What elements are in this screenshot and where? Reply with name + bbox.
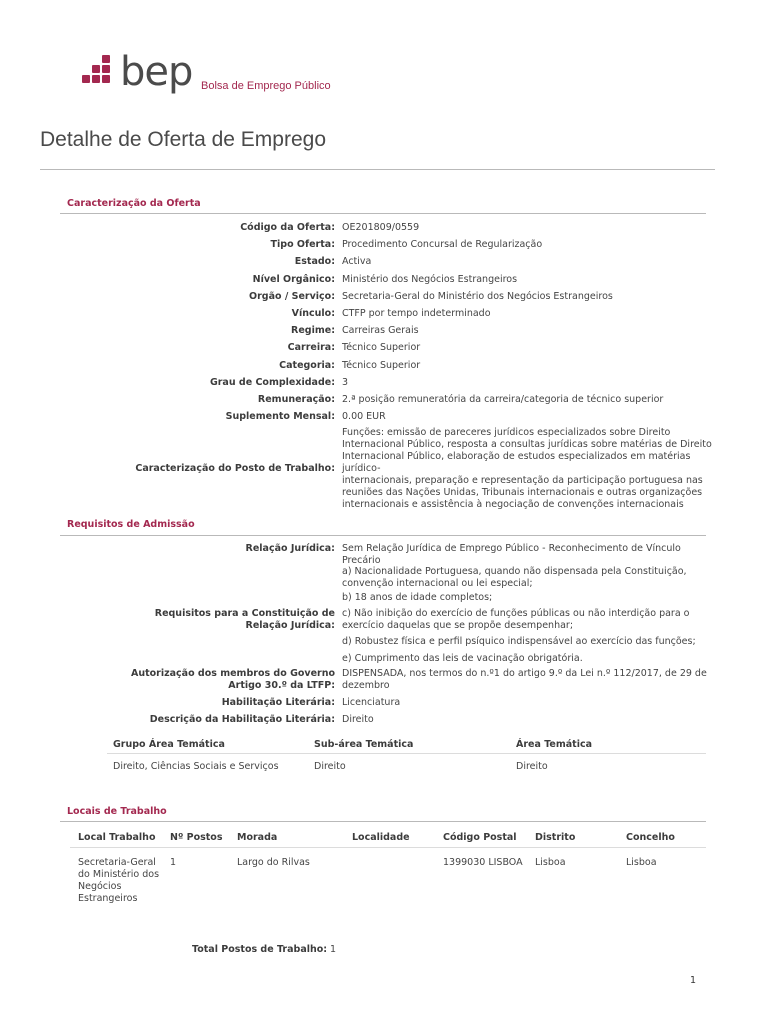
field-value: Activa — [342, 256, 372, 267]
total-postos-label: Total Postos de Trabalho: — [192, 944, 328, 955]
field-value: 0.00 EUR — [342, 411, 386, 422]
area-cell-grupo: Direito, Ciências Sociais e Serviços — [113, 761, 279, 772]
field-label: Vínculo: — [291, 308, 335, 319]
posto-value — [342, 427, 720, 511]
posto-line: reuniões das Nações Unidas, Tribunais internacionais e outras organizações — [342, 487, 703, 498]
section-caracterizacao-divider — [60, 213, 706, 214]
area-cell-subarea: Direito — [314, 761, 346, 772]
locais-header-morada: Morada — [237, 832, 278, 843]
field-value: Técnico Superior — [342, 342, 421, 353]
logo-word: bep — [120, 49, 193, 95]
section-locais-heading: Locais de Trabalho — [67, 806, 167, 817]
descricao-label: Descrição da Habilitação Literária: — [149, 714, 335, 725]
field-value: Secretaria-Geral do Ministério dos Negócios Estrangeiros — [342, 291, 613, 302]
field-value: 2.ª posição remuneratória da carreira/categoria de técnico superior — [342, 394, 664, 405]
locais-header-postos: Nº Postos — [170, 832, 223, 843]
local-line: Secretaria-Geral — [78, 857, 156, 868]
page-title: Detalhe de Oferta de Emprego — [40, 128, 327, 151]
locais-cell-local — [78, 857, 159, 905]
field-value: Ministério dos Negócios Estrangeiros — [342, 274, 518, 285]
constituicao-label — [5, 608, 335, 632]
requisito-line: convenção internacional ou lei especial; — [342, 578, 533, 589]
field-value: Procedimento Concursal de Regularização — [342, 239, 543, 250]
locais-header-concelho: Concelho — [626, 832, 675, 843]
logo-square-6 — [102, 75, 110, 83]
page-number: 1 — [690, 975, 697, 986]
area-cell-area: Direito — [516, 761, 548, 772]
logo-square-3 — [102, 65, 110, 73]
total-postos-value: 1 — [330, 944, 337, 955]
locais-cell-distrito: Lisboa — [535, 857, 566, 868]
locais-cell-postos: 1 — [170, 857, 177, 868]
requisito-line: exercício daquelas que se propõe desempenhar; — [342, 620, 574, 631]
field-label: Estado: — [294, 256, 335, 267]
requisito-line: a) Nacionalidade Portuguesa, quando não dispensada pela Constituição, — [342, 566, 687, 577]
locais-header-divider — [70, 847, 706, 848]
field-value: OE201809/0559 — [342, 222, 420, 233]
locais-header-local: Local Trabalho — [78, 832, 156, 843]
logo-square-1 — [102, 55, 110, 63]
autorizacao-label — [5, 668, 335, 692]
constituicao-label-line: Requisitos para a Constituição de — [154, 608, 335, 619]
logo-square-2 — [92, 65, 100, 73]
bep-logo — [82, 49, 342, 103]
logo-square-4 — [82, 75, 90, 83]
field-label: Remuneração: — [257, 394, 335, 405]
section-requisitos-divider — [60, 535, 706, 536]
requisito-e: e) Cumprimento das leis de vacinação obrigatória. — [342, 653, 583, 664]
logo-square-5 — [92, 75, 100, 83]
field-value: Carreiras Gerais — [342, 325, 419, 336]
locais-cell-morada: Largo do Rilvas — [237, 857, 310, 868]
field-label: Orgão / Serviço: — [249, 291, 335, 302]
field-label: Regime: — [291, 325, 335, 336]
locais-cell-concelho: Lisboa — [626, 857, 657, 868]
area-header-subarea: Sub-área Temática — [314, 739, 414, 750]
locais-header-codigo-postal: Código Postal — [443, 832, 517, 843]
autorizacao-value-line: dezembro — [342, 680, 390, 691]
area-header-area: Área Temática — [516, 739, 593, 750]
field-label: Nível Orgânico: — [252, 274, 335, 285]
area-header-divider — [107, 753, 706, 754]
posto-line: internacionais e assistência à negociação de convenções internacionais — [342, 499, 684, 510]
local-line: do Ministério dos — [78, 869, 160, 880]
descricao-value: Direito — [342, 714, 374, 725]
relacao-value: Sem Relação Jurídica de Emprego Público - Reconhecimento de Vínculo Precário — [342, 543, 681, 566]
autorizacao-label-line: Artigo 30.º da LTFP: — [228, 680, 335, 691]
posto-label: Caracterização do Posto de Trabalho: — [135, 463, 335, 474]
field-label: Grau de Complexidade: — [209, 377, 335, 388]
locais-header-localidade: Localidade — [352, 832, 410, 843]
habilitacao-label: Habilitação Literária: — [221, 697, 335, 708]
requisito-a — [342, 566, 720, 590]
relacao-label: Relação Jurídica: — [245, 543, 335, 554]
section-locais-divider — [60, 821, 706, 822]
area-header-grupo: Grupo Área Temática — [113, 739, 225, 750]
logo-tagline: Bolsa de Emprego Público — [201, 80, 331, 92]
requisito-c — [342, 608, 720, 632]
field-label: Tipo Oferta: — [270, 239, 335, 250]
posto-line: internacionais, preparação e representação da participação portuguesa nas — [342, 475, 703, 486]
field-value: Técnico Superior — [342, 360, 421, 371]
locais-cell-codigo-postal: 1399030 LISBOA — [443, 857, 523, 868]
requisito-d: d) Robustez física e perfil psíquico indispensável ao exercício das funções; — [342, 636, 696, 647]
local-line: Estrangeiros — [78, 893, 138, 904]
posto-line: Internacional Público, resposta a consultas jurídicas sobre matérias de Direito — [342, 439, 712, 450]
field-value: 3 — [342, 377, 349, 388]
field-label: Categoria: — [279, 360, 335, 371]
requisito-b: b) 18 anos de idade completos; — [342, 592, 493, 603]
posto-line: Internacional Público, elaboração de estudos especializados em matérias jurídico- — [342, 451, 691, 474]
field-value: CTFP por tempo indeterminado — [342, 308, 491, 319]
constituicao-label-line: Relação Jurídica: — [245, 620, 335, 631]
autorizacao-value — [342, 668, 720, 692]
autorizacao-label-line: Autorização dos membros do Governo — [130, 668, 335, 679]
field-label: Carreira: — [287, 342, 335, 353]
requisito-line: c) Não inibição do exercício de funções públicas ou não interdição para o — [342, 608, 690, 619]
field-label: Código da Oferta: — [240, 222, 335, 233]
habilitacao-value: Licenciatura — [342, 697, 401, 708]
section-caracterizacao-heading: Caracterização da Oferta — [67, 198, 201, 209]
local-line: Negócios — [78, 881, 122, 892]
posto-line: Funções: emissão de pareceres jurídicos especializados sobre Direito — [342, 427, 671, 438]
autorizacao-value-line: DISPENSADA, nos termos do n.º1 do artigo 9.º da Lei n.º 112/2017, de 29 de — [342, 668, 707, 679]
title-divider — [40, 169, 715, 170]
field-label: Suplemento Mensal: — [225, 411, 335, 422]
locais-header-distrito: Distrito — [535, 832, 576, 843]
section-requisitos-heading: Requisitos de Admissão — [67, 519, 195, 530]
